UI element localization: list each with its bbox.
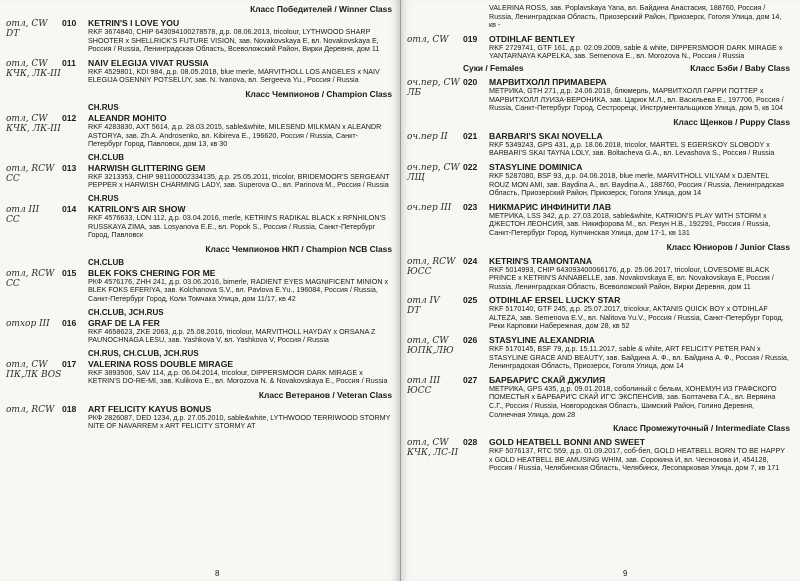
entry-number: 016 — [62, 317, 77, 328]
handwritten-grade: ЮСС — [407, 266, 432, 277]
page-number: 8 — [215, 569, 220, 578]
entry-number: 021 — [463, 130, 478, 141]
entry-number: 018 — [62, 403, 77, 414]
handwritten-grade: DT — [407, 306, 421, 317]
catalog-entry — [6, 203, 392, 240]
handwritten-grade: КЧК, ЛК-III — [6, 68, 61, 79]
handwritten-grade: отл, CW — [6, 359, 48, 370]
handwritten-grade: отл, CW — [407, 336, 449, 347]
class-heading: Класс Юниоров / Junior Class — [666, 241, 790, 252]
entry-number: 012 — [62, 112, 77, 123]
catalog-entry — [407, 201, 790, 238]
title-prefix: CH.CLUB, JCH.RUS — [88, 307, 164, 317]
catalog-entry — [407, 335, 790, 371]
entry-number: 015 — [62, 267, 77, 278]
handwritten-grade: отл IV — [407, 296, 440, 307]
handwritten-grade: ЛБ — [407, 87, 422, 98]
entry-number: 025 — [463, 295, 478, 306]
class-heading: Класс Победителей / Winner Class — [250, 4, 392, 14]
entry-number: 020 — [463, 76, 478, 87]
catalog-entry — [6, 358, 392, 386]
dog-name: STASYLINE ALEXANDRIA — [489, 335, 595, 346]
dog-name: BARBARI'S SKAI NOVELLA — [489, 130, 603, 141]
entry-title — [62, 318, 392, 328]
catalog-entry — [407, 295, 790, 331]
entry-details: RKF 4283830, AXT 5614, д.р. 28.03.2015, sable&white, MILESEND MILKMAN x ALEANDR ASTORYA, зав. Zh.A. Androsenko, вл. Kibireva E., 196620, Россия / Russia, Санкт-Петербург Город, Павловск, дом 13, кв 30 — [88, 121, 382, 149]
title-prefix: CH.CLUB — [88, 152, 124, 162]
handwritten-grade: оч.пер, CW — [407, 162, 460, 173]
handwritten-grade: отл III — [407, 375, 441, 386]
handwritten-grade: CC — [6, 214, 20, 225]
dog-name: BLEK FOKS CHERING FOR ME — [88, 267, 216, 278]
catalog-entry — [407, 33, 790, 61]
handwritten-grade: ЮПК,ЛЮ — [407, 346, 454, 357]
dog-name: STASYLINE DOMINICA — [489, 161, 583, 172]
catalog-entry — [407, 255, 790, 292]
handwritten-grade: отл, CW — [6, 19, 48, 29]
dog-name: GRAF DE LA FER — [88, 317, 160, 328]
catalog-entry — [6, 112, 392, 149]
handwritten-grade: CC — [6, 173, 20, 184]
catalog-entry — [407, 130, 790, 158]
dog-name: HARWISH GLITTERING GEM — [88, 162, 206, 173]
handwritten-grade: отл, CW — [407, 438, 449, 449]
catalog-entry — [6, 317, 392, 345]
class-heading: Класс Чемпионов / Champion Class — [245, 88, 392, 99]
dog-name: ALEANDR MOHITO — [88, 112, 167, 123]
catalog-entry — [407, 437, 790, 473]
dog-name: НИКМАРИС ИНФИНИТИ ЛАВ — [489, 201, 612, 212]
handwritten-grade: отл, CW — [6, 113, 48, 124]
dog-name: KATRILON'S AIR SHOW — [88, 203, 186, 214]
handwritten-grade: отл III — [6, 204, 40, 215]
entry-details: RKF 4576633, LON 112, д.р. 03.04.2016, merle, KETRIN'S RADIKAL BLACK x RFNHILON'S RUSSKAYA ZIMA, зав. Losyanova E.E., вл. Popok S., Россия / Russia, Санкт-Петербург Город, Павловск — [88, 212, 386, 240]
entry-number: 017 — [62, 358, 77, 369]
entry-number: 013 — [62, 162, 77, 173]
entry-details: RKF 5170140, GTF 245, д.р. 25.07.2017, tricolour, AKTANIS QUICK BOY x OTDIHLAF ALTEZA, зав. Semenova E.V., вл. Nalitova Yu.V., Россия / Russia, Санкт-Петербург Город, Реки Карповки Набережная, дом 28, кв 52 — [489, 304, 784, 331]
handwritten-grade: оч.пер III — [407, 202, 452, 213]
handwritten-grade: КЧК, ЛК-III — [6, 123, 61, 134]
handwritten-grade: отхор III — [6, 318, 50, 329]
dog-name: ART FELICITY KAYUS BONUS — [88, 403, 212, 414]
catalog-entry — [6, 162, 392, 190]
dog-name: VALERINA ROSS DOUBLE MIRAGE — [88, 358, 234, 369]
right-page — [401, 0, 800, 581]
page-number: 9 — [623, 569, 628, 578]
dog-name: МАРВИТХОЛЛ ПРИМАВЕРА — [489, 76, 607, 87]
catalog-entry — [6, 267, 392, 304]
entry-details: RKF 5287080, BSF 93, д.р. 04.06.2018, blue merle, MARVITHOLL VILYAM x DJENTEL ROUZ MON AMI, зав. Baydina A., вл. Baydina A., 188760, Россия / Russia, Ленинградская Область, Приозерский Район, Приозерск, Гоголя Улица, дом 14 — [489, 170, 784, 198]
entry-number: 026 — [463, 335, 478, 346]
class-heading: Класс Ветеранов / Veteran Class — [258, 389, 392, 400]
handwritten-grade: отл, CW — [6, 58, 48, 69]
entry-number: 010 — [62, 18, 77, 28]
dog-name: OTDIHLAF BENTLEY — [489, 33, 575, 44]
dog-name: GOLD HEATBELL BONNI AND SWEET — [489, 437, 645, 448]
entry-details: RKF 5349243, GPS 431, д.р. 18.06.2018, tricolor, MARTEL S EGERSKOY SLOBODY x BARBARI'S SKAI TAYNA LOLY, зав. Boltacheva G.A., вл. Levashova S., Россия / Russia — [489, 139, 775, 158]
title-prefix: CH.RUS — [88, 193, 119, 203]
entry-number: 028 — [463, 437, 478, 448]
catalog-entry — [6, 57, 392, 85]
entry-details: МЕТРИКА, LSS 342, д.р. 27.03.2018, sable&white, KATRION'S PLAY WITH STORM x ДЖЕСТОН ЛЕОНСИЯ, зав. Никифорова М., вл. Резун Н.В., 192291, Россия / Russia, Санкт-Петербург Город, Купчинская Улица, дом 17-1, кв 131 — [489, 210, 771, 237]
entry-details: RKF 4529801, KDI 984, д.р. 08.05.2018, blue merle, MARVITHOLL LOS ANGELES x NAIV ELEGIJA OSENNIY POTSELUY, зав. N. Ivanova, вл. Sergeeva Yu., Россия / Russia — [88, 66, 380, 85]
entry-details: RKF 5076137, RTC 559, д.р. 01.09.2017, соб-бел, GOLD HEATBELL BORN TO BE HAPPY x GOLD HEATBELL BE AMUSING WHIM, зав. Сорокина И, вл. Чеснокова И, 454128, Россия / Russia, Челябинская Область, Челябинск, Лесопарковая Улица, дом 7, кв 171 — [489, 446, 785, 473]
handwritten-grade: ЛЩ — [407, 172, 425, 183]
class-heading: Класс Чемпионов НКП / Champion NCB Class — [205, 243, 392, 254]
entry-number: 011 — [62, 57, 76, 68]
dog-name: NAIV ELEGIJA VIVAT RUSSIA — [88, 57, 209, 68]
entry-number: 027 — [463, 374, 478, 385]
entry-number: 022 — [463, 161, 478, 172]
title-prefix: CH.RUS — [88, 102, 119, 112]
dog-name: KETRIN'S TRAMONTANA — [489, 255, 593, 266]
handwritten-grade: отл, RCW — [6, 163, 55, 174]
title-prefix: CH.RUS, CH.CLUB, JCH.RUS — [88, 348, 199, 358]
handwritten-grade: оч.пер, CW — [407, 77, 460, 88]
class-heading: Класс Щенков / Puppy Class — [673, 116, 790, 127]
catalog-entry — [6, 403, 392, 431]
sex-heading: Суки / Females — [463, 62, 524, 73]
entry-number: 014 — [62, 203, 77, 214]
catalog-entry — [407, 76, 790, 113]
handwritten-grade: CC — [6, 278, 20, 289]
entry-details: МЕТРИКА, GTH 271, д.р. 24.06.2018, блюмерль, МАРВИТХОЛЛ ГАРРИ ПОТТЕР x МАРВИТХОЛЛ ЛУИЗА-ВЕРОНИКА, зав. Царюк М.Л., вл. Васильева Е., 197706, Россия / Russia, Санкт-Петербург Город, Сестрорецк, Инструментальщиков Улица, дом 5, кв 104 — [489, 85, 784, 113]
dog-name: KETRIN'S I LOVE YOU — [88, 18, 180, 28]
dog-name: OTDIHLAF ERSEL LUCKY STAR — [489, 295, 621, 306]
handwritten-grade: отл, RCW — [6, 404, 55, 415]
entry-title — [463, 256, 790, 266]
left-page-content — [6, 0, 392, 581]
entry-details: РКФ 4576176, ZHH 241, д.р. 03.06.2016, bimerle, RADIENT EYES MAGNIFICENT MINION x BLEK FOKS EFERIYA, зав. Kolchanova S.V., вл. Pavlova E.Yu., 196084, Россия / Russia, Санкт-Петербург Город, Коли Томчака Улица, дом 11/17, кв 42 — [88, 276, 389, 303]
entry-details-continued: VALERINA ROSS, зав. Poplavskaya Yana, вл. Байдина Анастасия, 188760, Россия / Russia, Ленинградская Область, Приозерский Район, Приозерск, Гоголя Улица, дом 14, кв - — [489, 3, 782, 30]
entry-details: RKF 4658623, ZKE 2063, д.р. 25.08.2016, tricolour, MARVITHOLL HAYDAY x ORSANA Z PAUNOCHNAGA LESU, зав. Yashkova V, вл. Yashkova V, Россия / Russia — [88, 326, 376, 345]
catalog-entry — [6, 18, 392, 54]
entry-details: RKF 5170145, BSF 79, д.р. 15.11.2017, sable & white, ART FELICITY PETER PAN x STASYLINE GRACE AND BEAUTY, зав. Байдина А. Ф., вл. Байдина А. Ф., Россия / Russia, Ленинградская Область, Приозерск, Гоголя Улица, дом 14 — [489, 344, 789, 371]
section-heading-row — [463, 63, 790, 73]
handwritten-grade: DT — [6, 29, 20, 39]
class-heading: Класс Промежуточный / Intermediate Class — [613, 423, 790, 434]
right-page-content — [407, 0, 790, 581]
catalog-entry — [407, 374, 790, 419]
entry-number: 023 — [463, 201, 478, 212]
handwritten-grade: отл, CW — [407, 34, 449, 45]
entry-details: МЕТРИКА, GPS 435, д.р. 09.01.2018, соболиный с белым, ХОНЕМУН ИЗ ГРАФСКОГО ПОМЕСТЬЯ x БАРБАРИ'С СКАЙ ИГ'С ЭКСПЕНСИВ, зав. Болтачева Г.А., вл. Веряина С.Г., Россия / Russia, Новгородская Область, Шимский Район, Голино Деревня, Солнечная Улица, дом 28 — [489, 383, 777, 419]
entry-details: RKF 2729741, GTF 161, д.р. 02.09.2009, sable & white, DIPPERSMOOR DARK MIRAGE x YANTARNAYA KAPELKA, зав. Semenova E., вл. Morozova N., Россия / Russia — [489, 42, 783, 61]
dog-name: БАРБАРИ'С СКАЙ ДЖУЛИЯ — [489, 374, 606, 385]
entry-details: RKF 3213353, CHIP 981100002334135, д.р. 25.05.2011, tricolor, BRIDEMOOR'S SERGEANT PEPPER x HARWISH CHARMING LADY, зав. Superova O., вл. Parinova M., Россия / Russia — [88, 171, 390, 190]
class-heading: Класс Бэби / Baby Class — [690, 62, 790, 73]
handwritten-grade: отл, RCW — [6, 268, 55, 279]
entry-details: РКФ 2826087, DED 1234, д.р. 27.05.2010, sable&white, LYTHWOOD TERRIWOOD STORMY NITE OF NAVARREM x ART FELICITY STORMY AT — [88, 412, 391, 431]
entry-details: RKF 3893506, SAV 114, д.р. 06.04.2014, tricolour, DIPPERSMOOR DARK MIRAGE x KETRIN'S DO-RE-MI, зав. Kulikova E., вл. Morozova N. & Novakovskaya E., Россия / Russia — [88, 367, 388, 386]
title-prefix: CH.CLUB — [88, 257, 124, 267]
entry-details: RKF 3674840, CHIP 643094100278578, д.р. 08.06.2013, tricolour, LYTHWOOD SHARP SHOOTER x SHELLRICK'S FUTURE VISION, зав. Novakovskaya E, вл. Novakovskaya E, Россия / Russia, Ленинградская Область, Всеволожский Район, Вирки Деревня, дом 11 — [88, 27, 380, 54]
entry-number: 019 — [463, 33, 478, 44]
handwritten-grade: ПК,ЛК BOS — [6, 369, 62, 380]
catalog-entry — [407, 161, 790, 198]
handwritten-grade: ЮСС — [407, 385, 432, 396]
handwritten-grade: оч.пер II — [407, 131, 448, 142]
handwritten-grade: КЧК, ЛС-II — [407, 448, 459, 459]
entry-details: RKF 5014993, CHIP 643093400066176, д.р. 25.06.2017, tricolour, LOVESOME BLACK PRINCE x KETRIN'S ANNABELLE, зав. Novakovskaya E, вл. Novakovskaya E, Россия / Russia, Ленинградская Область, Всеволожский Район, Вирки Деревня, дом 11 — [489, 264, 774, 291]
entry-number: 024 — [463, 255, 478, 266]
handwritten-grade: отл, RCW — [407, 256, 456, 267]
